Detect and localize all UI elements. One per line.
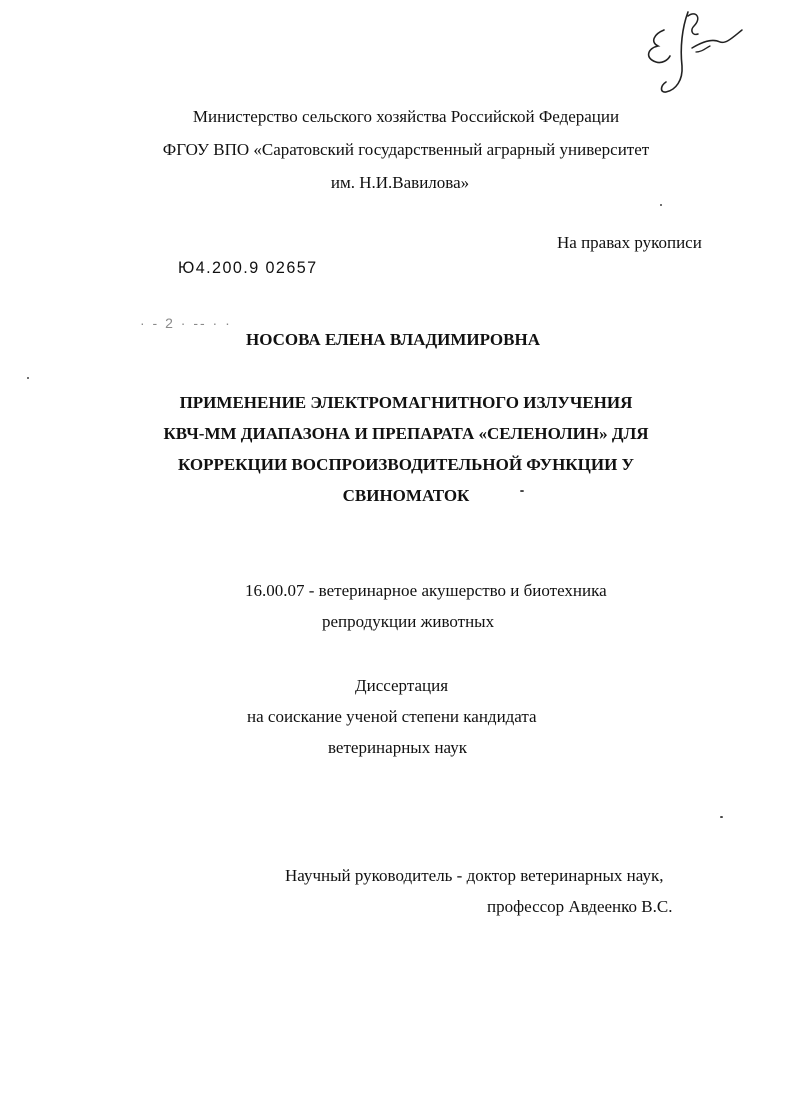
faint-stamp-marks: · - 2 · -- · · xyxy=(140,315,232,331)
library-stamp-number: Ю4.200.9 02657 xyxy=(178,258,318,277)
ministry-line: Министерство сельского хозяйства Российской Федерации xyxy=(192,107,620,126)
author-name: НОСОВА ЕЛЕНА ВЛАДИМИРОВНА xyxy=(246,330,540,349)
supervisor-title-line: Научный руководитель - доктор ветеринарных наук, xyxy=(285,866,664,885)
scan-speck xyxy=(660,204,662,206)
dissertation-title-line: СВИНОМАТОК xyxy=(342,486,470,505)
dissertation-title-line: КВЧ-ММ ДИАПАЗОНА И ПРЕПАРАТА «СЕЛЕНОЛИН» ДЛЯ xyxy=(163,424,649,443)
degree-field-line: ветеринарных наук xyxy=(328,738,467,757)
scan-speck xyxy=(720,816,723,818)
specialty-code-line: 16.00.07 - ветеринарное акушерство и биотехника xyxy=(245,581,607,600)
university-line: ФГОУ ВПО «Саратовский государственный аграрный университет xyxy=(162,140,650,159)
scan-speck xyxy=(27,377,29,379)
dissertation-title-line: ПРИМЕНЕНИЕ ЭЛЕКТРОМАГНИТНОГО ИЗЛУЧЕНИЯ xyxy=(179,393,633,412)
dissertation-title-line: КОРРЕКЦИИ ВОСПРОИЗВОДИТЕЛЬНОЙ ФУНКЦИИ У xyxy=(177,455,635,474)
handwritten-signature xyxy=(636,8,756,98)
specialty-name-line: репродукции животных xyxy=(322,612,495,631)
dissertation-label: Диссертация xyxy=(355,676,449,695)
degree-purpose-line: на соискание ученой степени кандидата xyxy=(247,707,537,726)
scan-speck xyxy=(520,490,524,492)
supervisor-name-line: профессор Авдеенко В.С. xyxy=(487,897,673,916)
university-named-after: им. Н.И.Вавилова» xyxy=(330,173,470,192)
manuscript-rights-note: На правах рукописи xyxy=(557,233,702,252)
